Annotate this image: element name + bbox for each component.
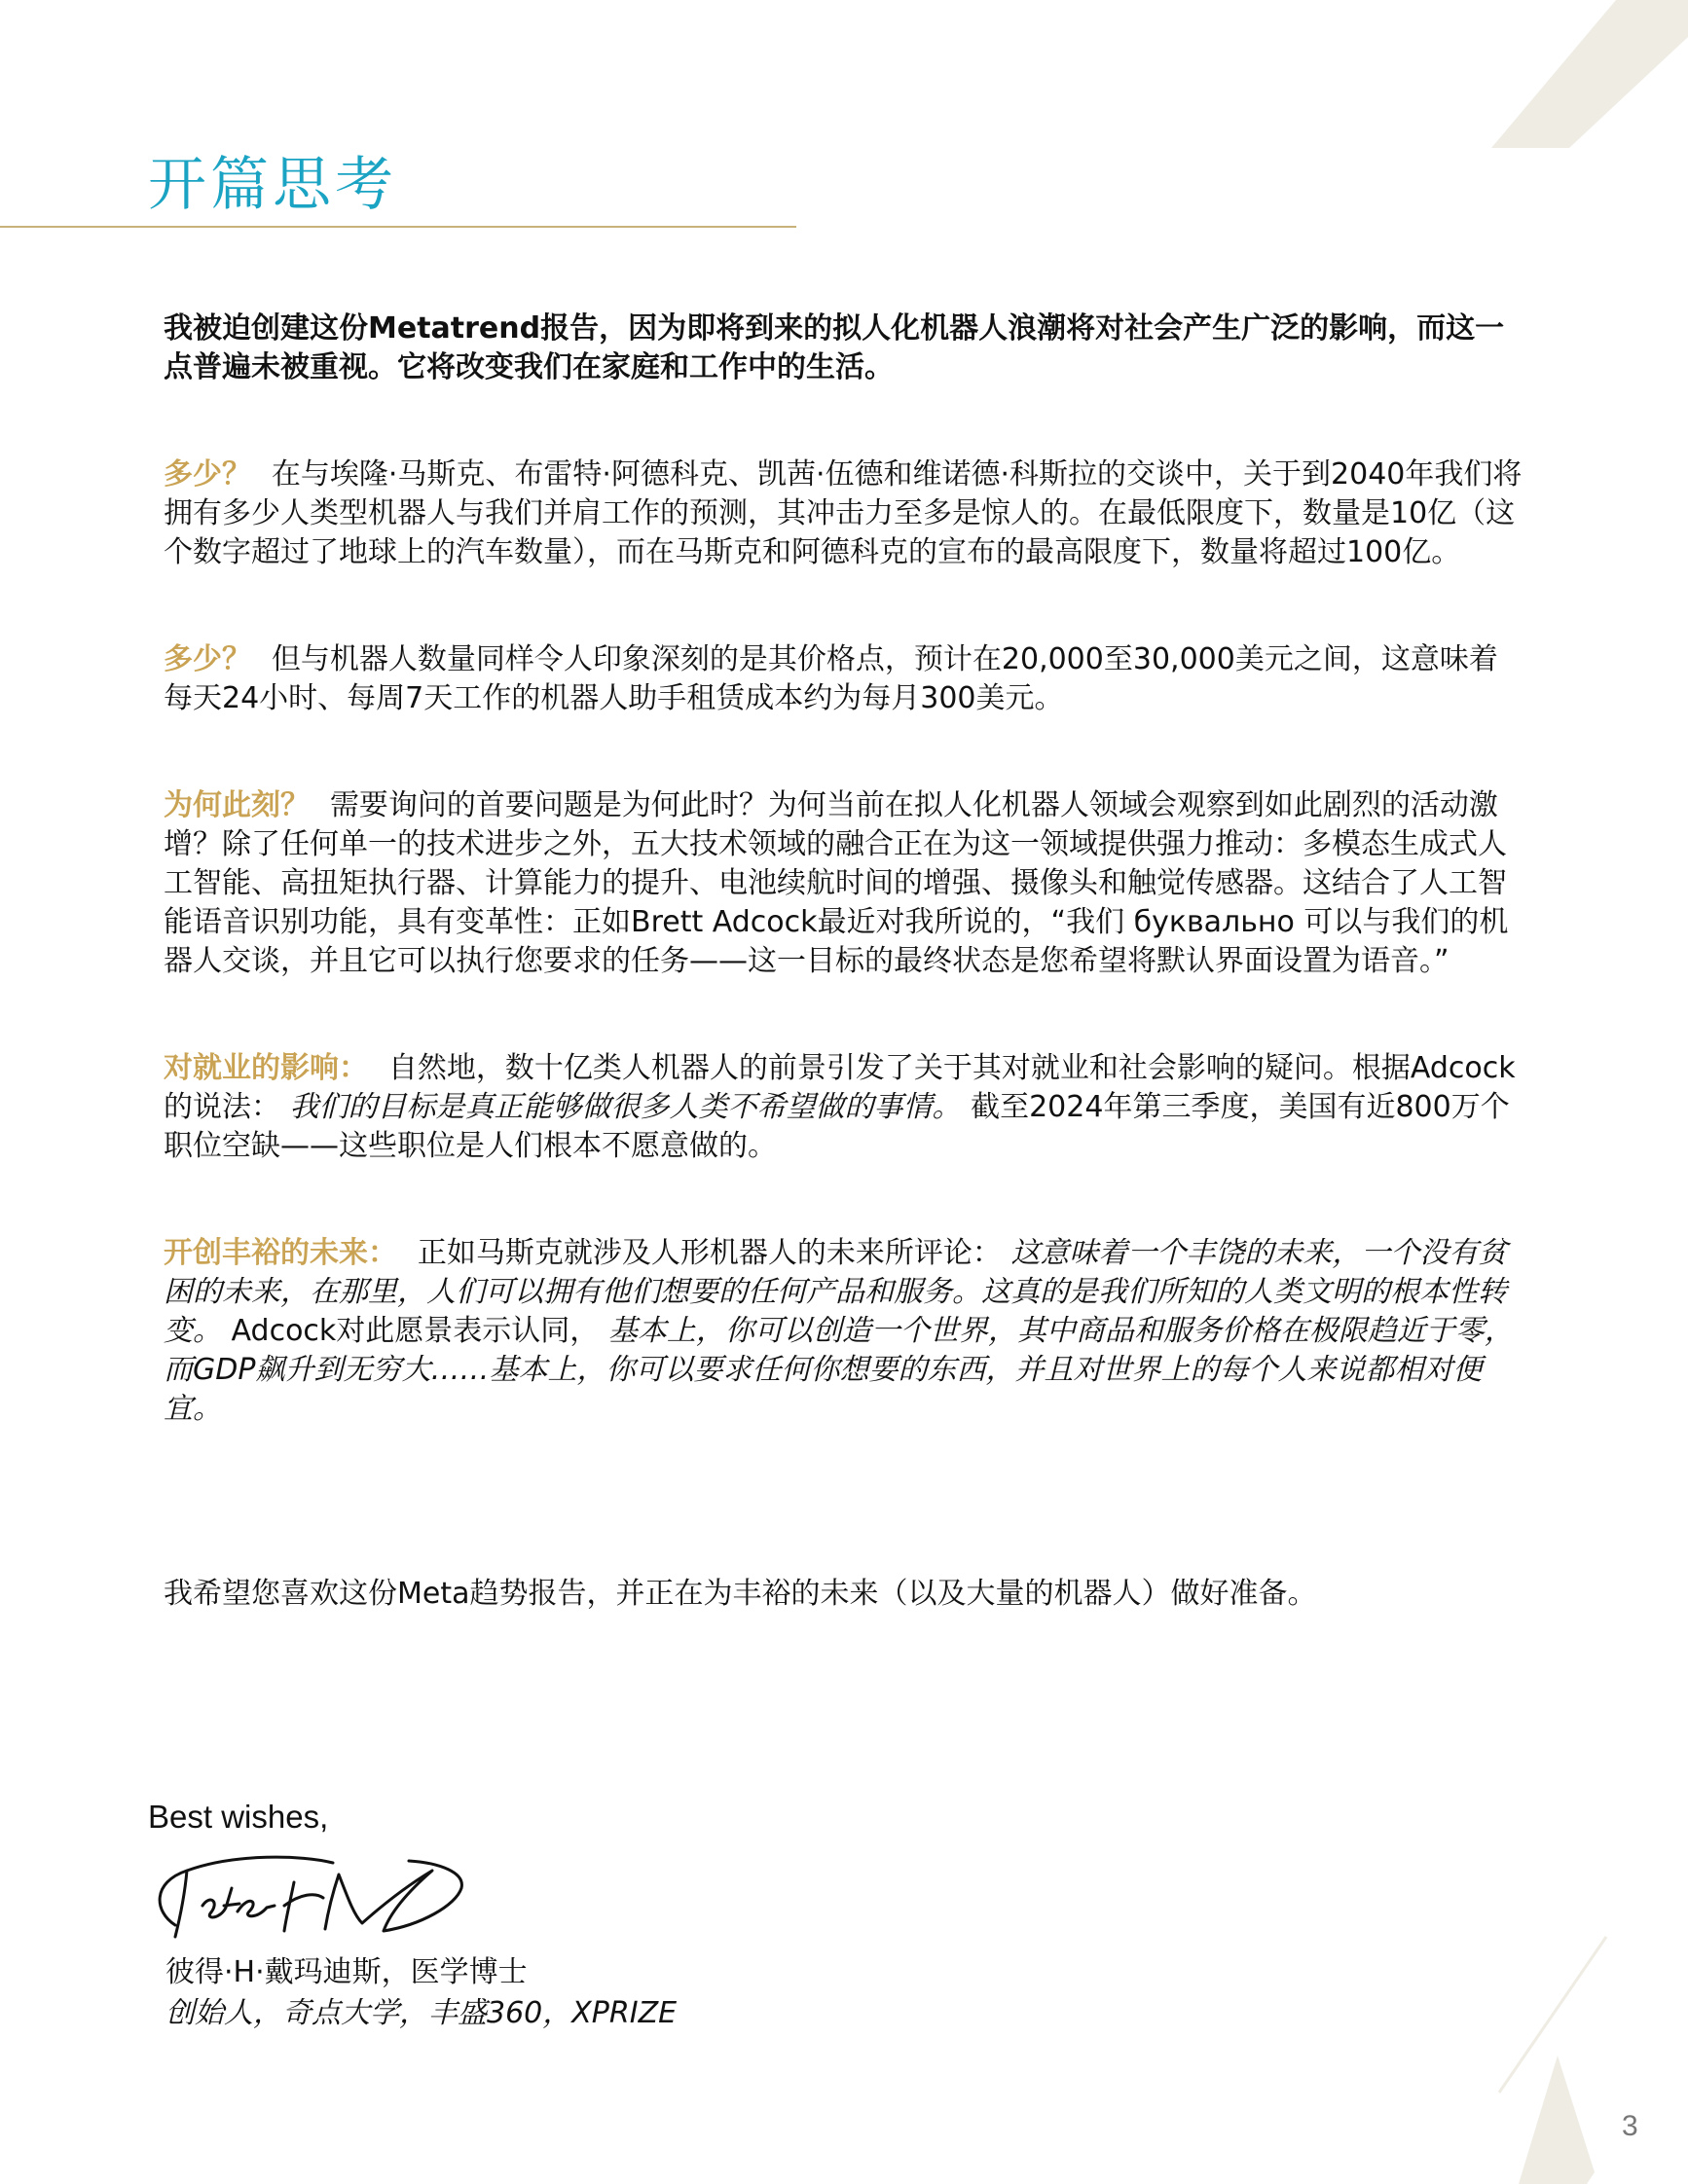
section-text: 在与埃隆·马斯克、布雷特·阿德科克、凯茜·伍德和维诺德·科斯拉的交谈中，关于到2040年我们将拥有多少人类型机器人与我们并肩工作的预测，其冲击力至多是惊人的。在最低限度下，数量是10亿（这个数字超过了地球上的汽车数量），而在马斯克和阿德科克的宣布的最高限度下，数量将超过100亿。 (164, 457, 1523, 569)
section-how-many-2 (164, 640, 1526, 718)
adcock-quote: 基本上，你可以创造一个世界，其中商品和服务价格在极限趋近于零，而GDP飙升到无穷大……基本上，你可以要求任何你想要的东西，并且对世界上的每个人来说都相对便宜。 (164, 1314, 1514, 1426)
musk-quote: 这意味着一个丰饶的未来，一个没有贫困的未来，在那里，人们可以拥有他们想要的任何产品和服务。这真的是我们所知的人类文明的根本性转变。 (164, 1236, 1508, 1348)
page-number: 3 (1622, 2110, 1638, 2142)
section-label: 为何此刻？ (164, 788, 310, 822)
section-label: 多少？ (164, 457, 251, 491)
bottom-right-decorative-stripe (1519, 2056, 1595, 2184)
letter-body (164, 309, 1526, 1614)
section-text-middle: Adcock对此愿景表示认同， (231, 1314, 600, 1348)
closing-paragraph: 我希望您喜欢这份Meta趋势报告，并正在为丰裕的未来（以及大量的机器人）做好准备。 (164, 1577, 1317, 1611)
section-text: 正如马斯克就涉及人形机器人的未来所评论： (417, 1236, 1002, 1270)
section-label: 多少？ (164, 642, 251, 676)
intro-paragraph: 我被迫创建这份Metatrend报告，因为即将到来的拟人化机器人浪潮将对社会产生广泛的影响，而这一点普遍未被重视。它将改变我们在家庭和工作中的生活。 (164, 311, 1505, 384)
section-text: 但与机器人数量同样令人印象深刻的是其价格点，预计在20,000至30,000美元之间，这意味着每天24小时、每周7天工作的机器人助手租赁成本约为每月300美元。 (164, 642, 1498, 715)
section-how-many-1 (164, 455, 1526, 572)
section-label: 开创丰裕的未来： (164, 1236, 397, 1270)
section-text: 自然地，数十亿类人机器人的前景引发了关于其对就业和社会影响的疑问。根据Adcock的说法： (164, 1051, 1516, 1124)
page-title: 开篇思考 (148, 151, 397, 219)
top-right-decorative-stripe (1491, 0, 1688, 148)
section-why-now (164, 786, 1526, 981)
bottom-right-decorative-line (1499, 1937, 1606, 2093)
greeting: Best wishes, (148, 1799, 329, 1835)
adcock-quote: 我们的目标是真正能够做很多人类不希望做的事情。 (289, 1090, 962, 1124)
title-divider (0, 226, 796, 228)
signer-title: 创始人，奇点大学，丰盛360，XPRIZE (165, 1996, 678, 2030)
section-label: 对就业的影响： (164, 1051, 368, 1085)
handwritten-signature (148, 1849, 479, 1947)
section-text: 需要询问的首要问题是为何此时？为何当前在拟人化机器人领域会观察到如此剧烈的活动激增？除了任何单一的技术进步之外，五大技术领域的融合正在为这一领域提供强力推动：多模态生成式人工智能、高扭矩执行器、计算能力的提升、电池续航时间的增强、摄像头和触觉传感器。这结合了人工智能语音识别功能，具有变革性：正如Brett Adcock最近对我所说的，“我们 буквально 可以与我们的机器人交谈，并且它可以执行您要求的任务——这一目标的最终状态是您希望将默认界面设置为语音。” (164, 788, 1509, 978)
section-abundant-future (164, 1234, 1526, 1429)
section-text-continued: 截至2024年第三季度，美国有近800万个职位空缺——这些职位是人们根本不愿意做的。 (164, 1090, 1510, 1163)
signer-name: 彼得·H·戴玛迪斯，医学博士 (165, 1955, 528, 1989)
signature-block (148, 1799, 1024, 2034)
section-employment-impact (164, 1049, 1526, 1166)
